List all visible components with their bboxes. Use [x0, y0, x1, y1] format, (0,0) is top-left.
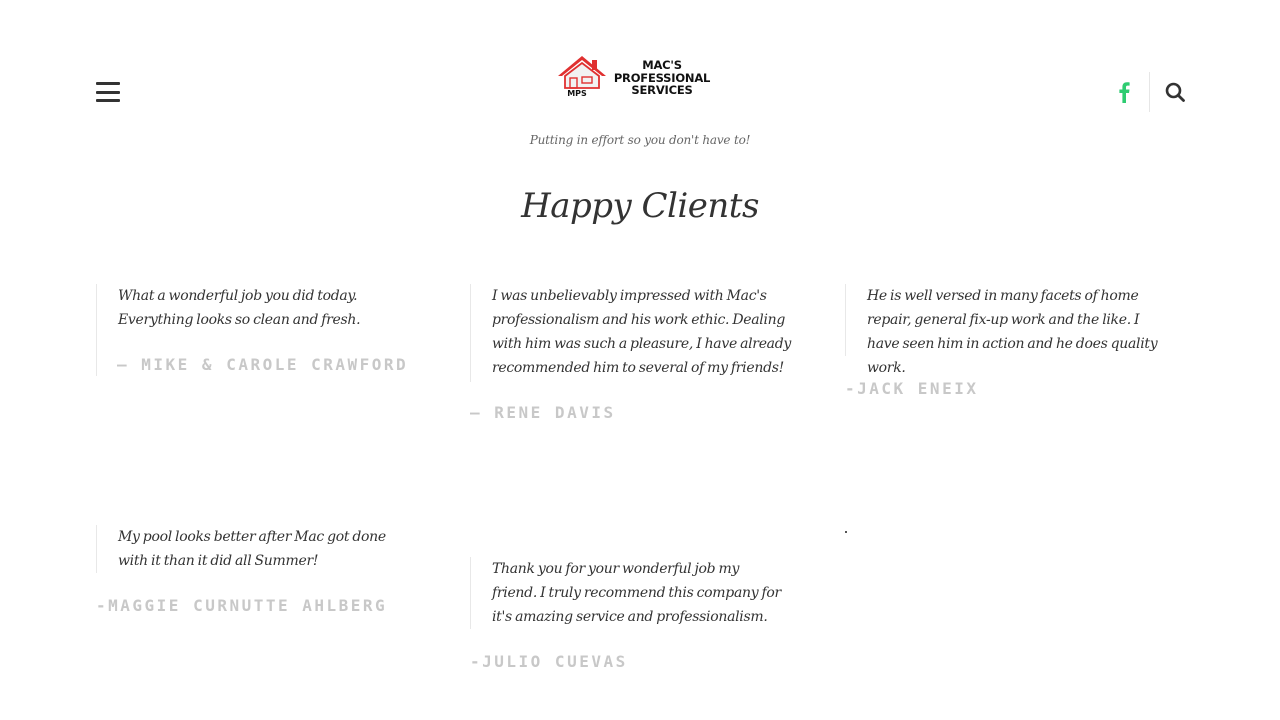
hamburger-menu-icon[interactable] — [96, 82, 120, 102]
testimonial-author: -MAGGIE CURNUTTE AHLBERG — [96, 596, 388, 615]
logo-wordmark — [610, 59, 714, 97]
logo-line-1: MAC'S — [642, 58, 682, 72]
site-header — [0, 0, 1280, 160]
testimonial-author: -JULIO CUEVAS — [470, 652, 628, 671]
testimonial-quote — [470, 557, 782, 629]
search-icon[interactable] — [1164, 81, 1186, 103]
site-tagline: Putting in effort so you don't have to! — [529, 133, 751, 147]
testimonial-author: -JACK ENEIX — [845, 379, 979, 398]
testimonial-text: Thank you for your wonderful job my friend. I truly recommend this company for it's amazing service and professionalism. — [492, 561, 781, 625]
header-divider — [1149, 72, 1150, 112]
page-title: Happy Clients — [521, 186, 759, 226]
testimonial-quote — [470, 284, 792, 382]
logo-line-3: SERVICES — [631, 83, 693, 97]
testimonial-text: What a wonderful job you did today. Everything looks so clean and fresh. — [118, 288, 361, 328]
logo-initials: MPS — [567, 89, 587, 98]
logo-line-2: PROFESSIONAL — [613, 70, 711, 85]
testimonial-author: – RENE DAVIS — [470, 403, 616, 422]
testimonial-author: – MIKE & CAROLE CRAWFORD — [117, 355, 409, 374]
testimonial-text: I was unbelievably impressed with Mac's professionalism and his work ethic. Dealing with him was such a pleasure, I have already recommended him to several of my friends! — [492, 288, 792, 376]
empty-testimonial-mark — [845, 531, 847, 533]
site-logo[interactable] — [556, 54, 716, 102]
testimonial-quote — [845, 284, 1167, 376]
house-logo-icon — [556, 54, 608, 100]
testimonial-quote — [96, 525, 408, 573]
facebook-icon[interactable] — [1112, 78, 1136, 106]
testimonial-text: My pool looks better after Mac got done with it than it did all Summer! — [118, 529, 386, 569]
testimonial-text: He is well versed in many facets of home repair, general fix-up work and the like. I have seen him in action and he does quality work. — [867, 288, 1158, 376]
